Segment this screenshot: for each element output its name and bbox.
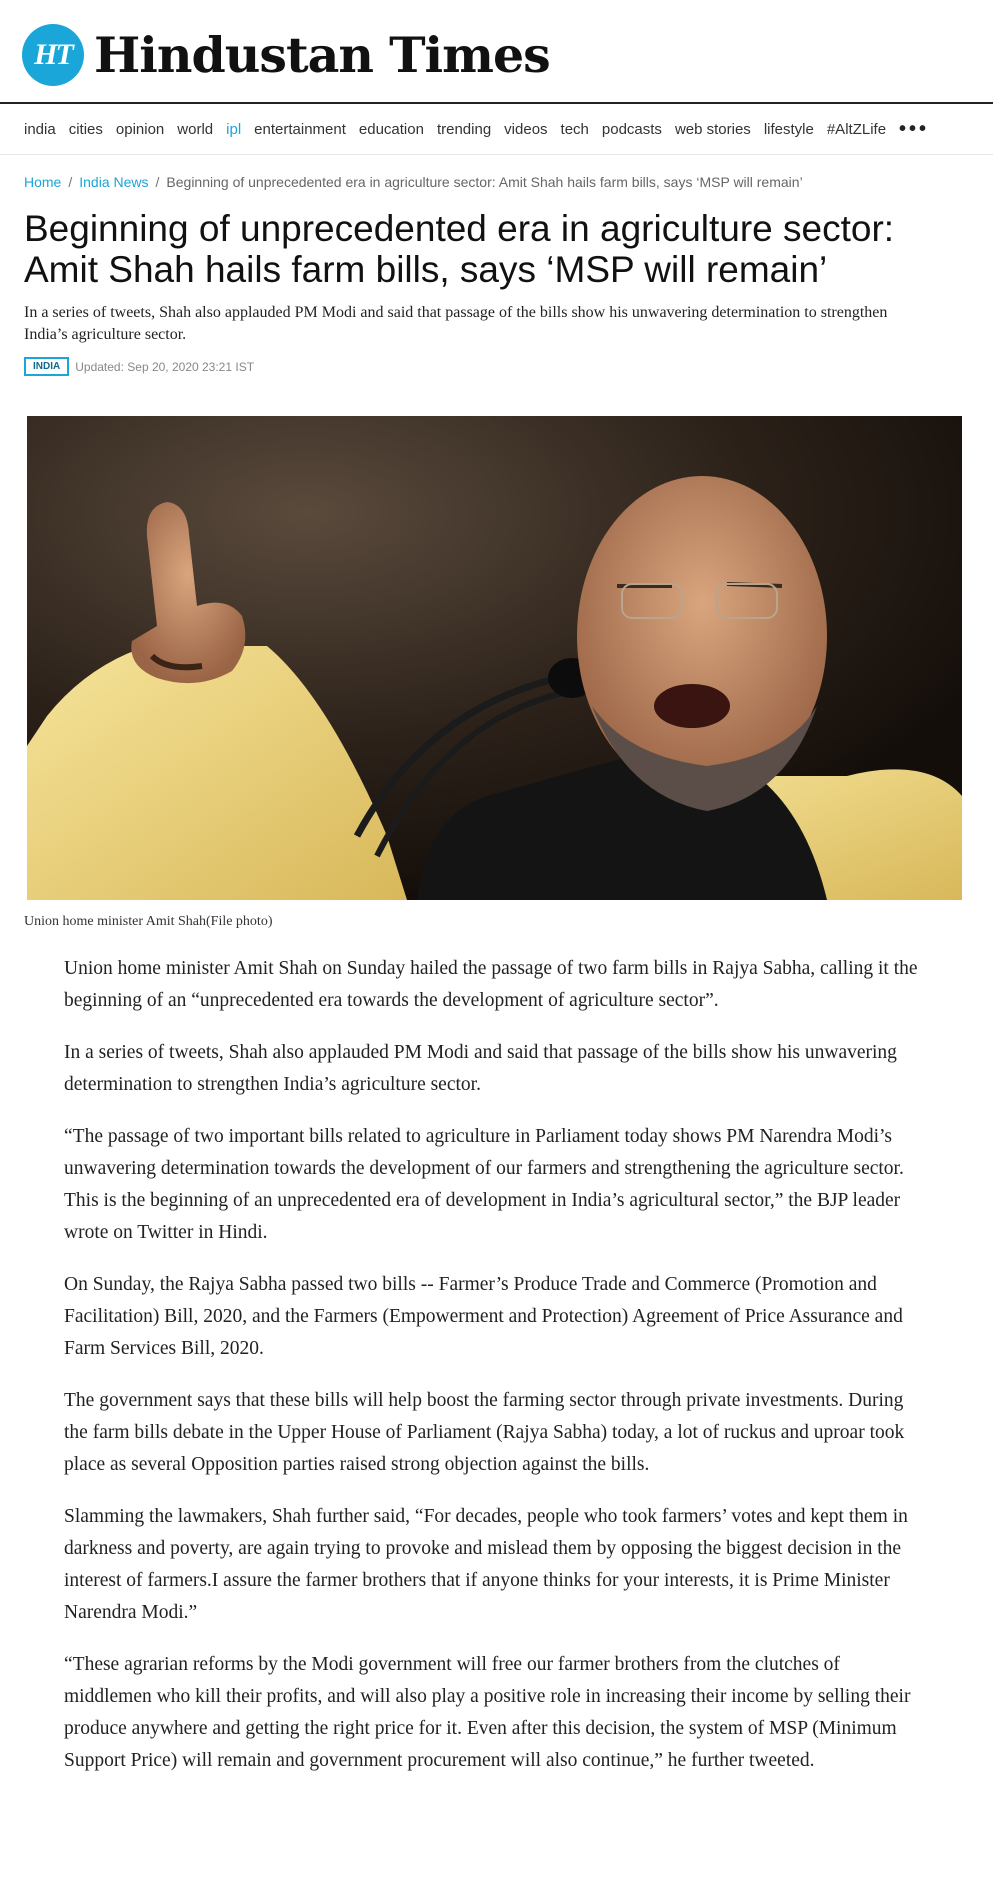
article-meta — [24, 357, 254, 376]
section-tag[interactable]: INDIA — [24, 357, 69, 376]
ht-logo-icon: HT — [22, 24, 84, 86]
article-paragraph: “These agrarian reforms by the Modi government will free our farmer brothers from the clutches of middlemen who kill their profits, and will also play a positive role in increasing their income by selling their produce anywhere and getting the right price for it. Even after this decision, the system of MSP (Minimum Support Price) will remain and government procurement will also continue,” he further tweeted. — [64, 1654, 911, 1771]
article-headline: Beginning of unprecedented era in agriculture sector: Amit Shah hails farm bills, says ‘MSP will remain’ — [24, 208, 895, 290]
article-paragraph: Union home minister Amit Shah on Sunday hailed the passage of two farm bills in Rajya Sabha, calling it the beginning of an “unprecedented era towards the development of agriculture sector”. — [64, 958, 918, 1011]
nav-item-india[interactable]: india — [24, 120, 56, 138]
nav-item-opinion[interactable]: opinion — [115, 120, 165, 138]
breadcrumb-section[interactable]: India News — [79, 174, 149, 190]
nav-item-cities[interactable]: cities — [68, 120, 103, 138]
nav-item-lifestyle[interactable]: lifestyle — [763, 120, 814, 138]
updated-timestamp: Updated: Sep 20, 2020 23:21 IST — [75, 359, 255, 374]
article-paragraph: “The passage of two important bills related to agriculture in Parliament today shows PM Narendra Modi’s unwavering determination towards the development of our farmers and strengthening the agriculture sector. This is the beginning of an unprecedented era of development in India’s agricultural sector,” the BJP leader wrote on Twitter in Hindi. — [64, 1126, 904, 1243]
nav-item-altzlife[interactable]: #AltZLife — [826, 120, 887, 138]
article-paragraph: In a series of tweets, Shah also applauded PM Modi and said that passage of the bills show his unwavering determination to strengthen India’s agriculture sector. — [64, 1042, 897, 1095]
more-menu-icon[interactable]: ••• — [899, 117, 930, 140]
site-name: Hindustan Times — [94, 26, 550, 84]
nav-item-ipl[interactable]: ipl — [226, 120, 242, 138]
breadcrumb-separator: / — [155, 174, 160, 190]
nav-item-education[interactable]: education — [358, 120, 424, 138]
article-body — [64, 953, 924, 1797]
nav-item-videos[interactable]: videos — [504, 120, 548, 138]
nav-item-podcasts[interactable]: podcasts — [601, 120, 662, 138]
breadcrumb — [24, 174, 803, 190]
nav-item-tech[interactable]: tech — [560, 120, 589, 138]
nav-item-entertainment[interactable]: entertainment — [254, 120, 346, 138]
article-summary: In a series of tweets, Shah also applauded PM Modi and said that passage of the bills show his unwavering determination to strengthen India’s agriculture sector. — [24, 304, 888, 343]
site-header — [0, 0, 993, 104]
breadcrumb-separator: / — [68, 174, 73, 190]
site-logo[interactable] — [22, 24, 550, 86]
hero-photo-illustration — [27, 416, 962, 900]
article-paragraph: Slamming the lawmakers, Shah further said, “For decades, people who took farmers’ votes and kept them in darkness and poverty, are again trying to provoke and mislead them by opposing the biggest decision in the interest of farmers.I assure the farmer brothers that if anyone thinks for your interests, it is Prime Minister Narendra Modi.” — [64, 1506, 908, 1623]
breadcrumb-current: Beginning of unprecedented era in agriculture sector: Amit Shah hails farm bills, says ‘MSP will remain’ — [166, 174, 803, 190]
section-nav — [0, 104, 993, 155]
nav-item-world[interactable]: world — [177, 120, 214, 138]
nav-item-trending[interactable]: trending — [436, 120, 492, 138]
breadcrumb-home[interactable]: Home — [24, 174, 62, 190]
hero-image — [27, 416, 962, 900]
nav-item-web-stories[interactable]: web stories — [674, 120, 751, 138]
article-paragraph: The government says that these bills will help boost the farming sector through private investments. During the farm bills debate in the Upper House of Parliament (Rajya Sabha) today, a lot of ruckus and uproar took place as several Opposition parties raised strong objection against the bills. — [64, 1390, 905, 1475]
article-paragraph: On Sunday, the Rajya Sabha passed two bills -- Farmer’s Produce Trade and Commerce (Promotion and Facilitation) Bill, 2020, and the Farmers (Empowerment and Protection) Agreement of Price Assurance and Farm Services Bill, 2020. — [64, 1274, 903, 1359]
image-caption: Union home minister Amit Shah(File photo) — [24, 914, 273, 929]
